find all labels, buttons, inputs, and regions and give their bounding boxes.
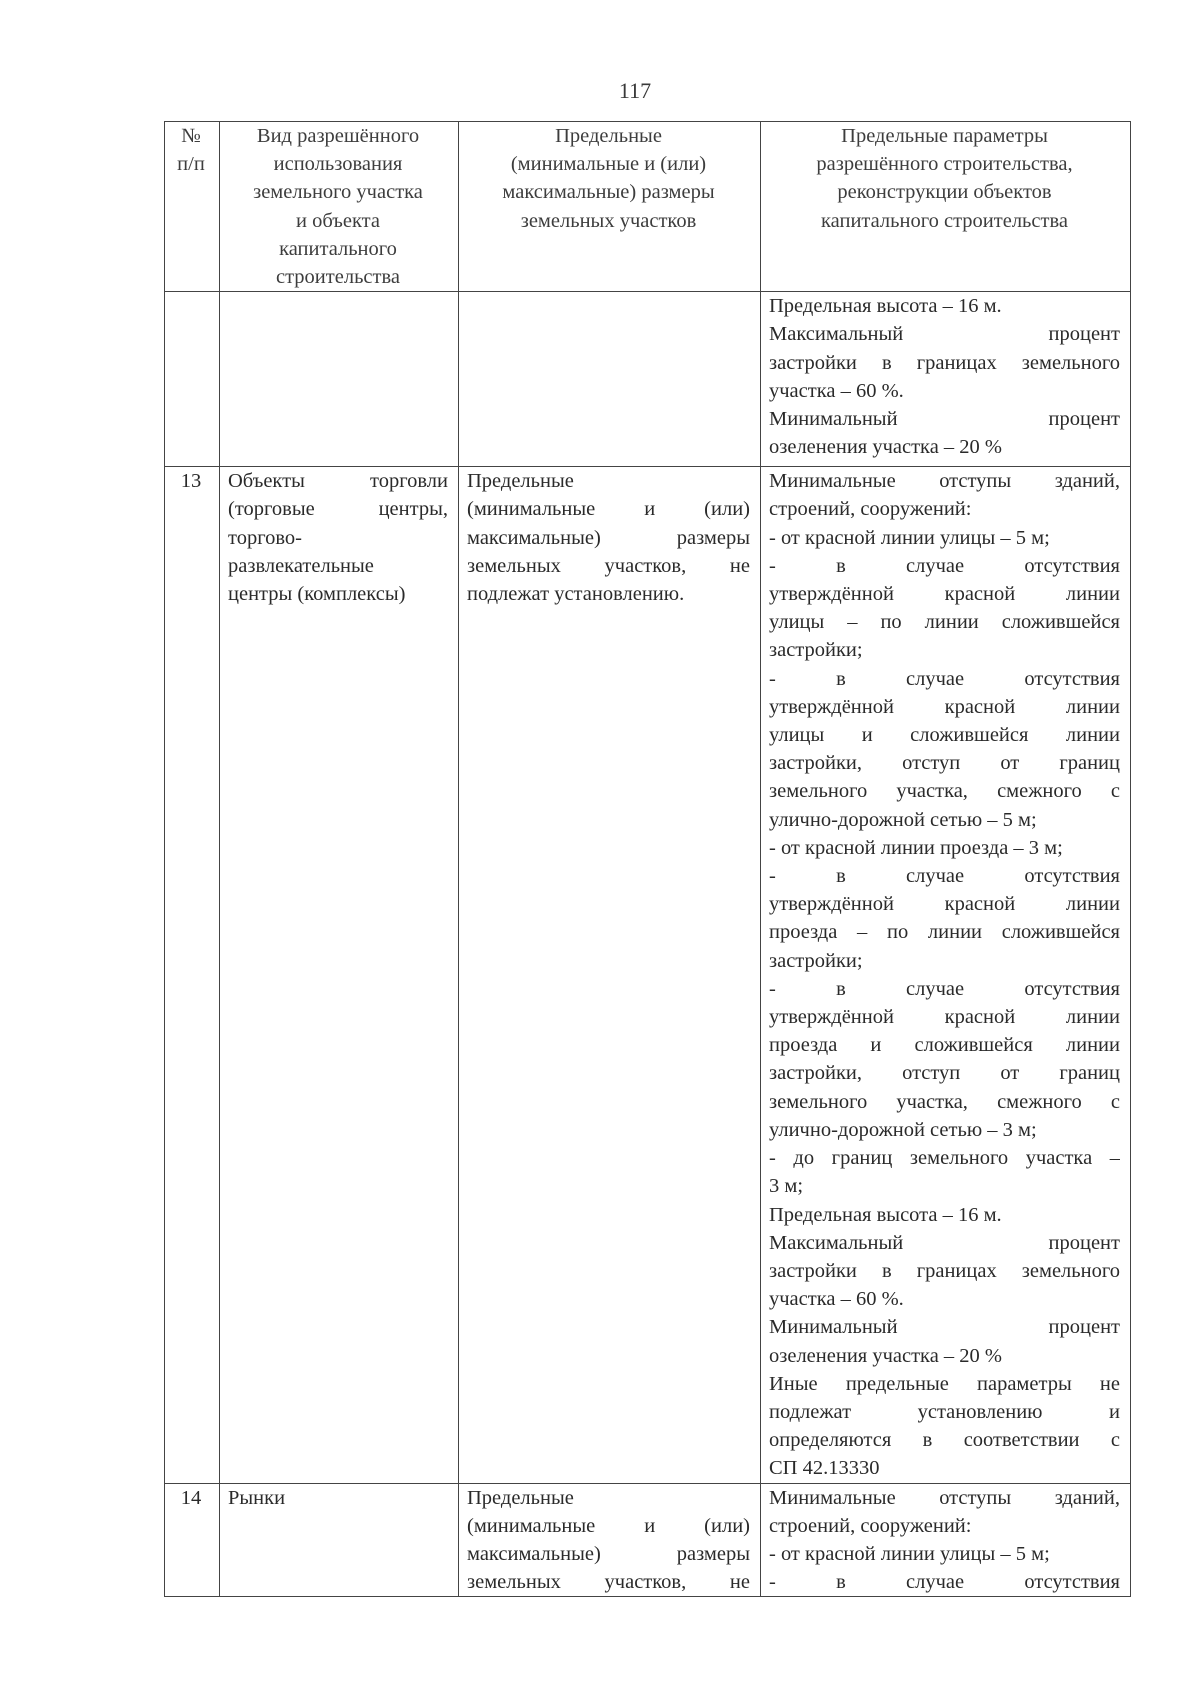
row-number-cell <box>165 292 220 467</box>
header-line: разрешённого строительства, <box>816 153 1073 176</box>
cell-text-line: Предельная высота – 16 м. <box>769 295 1002 318</box>
cell-text-line: определяются в соответствии с <box>769 1429 1120 1452</box>
cell-text-line: - в случае отсутствия <box>769 1571 1120 1594</box>
header-line: и объекта <box>296 209 380 232</box>
table-row <box>165 467 1131 1483</box>
header-line: Вид разрешённого <box>256 125 420 147</box>
cell-text-line: Минимальные отступы зданий, <box>769 1486 1120 1509</box>
cell-text-line: проезда – по линии сложившейся <box>769 921 1120 944</box>
cell-text-line: Минимальный процент <box>769 1316 1120 1339</box>
header-line: Предельные <box>555 125 662 147</box>
cell-text-line: (минимальные и (или) <box>467 498 750 521</box>
cell-text-line: утверждённой красной линии <box>769 695 1120 718</box>
table-row <box>165 292 1131 467</box>
use-type-cell <box>220 467 459 1483</box>
cell-text-line: земельных участков, не <box>467 554 750 577</box>
header-line: земельных участков <box>520 209 697 232</box>
header-use-type <box>220 122 459 292</box>
cell-text-line: (торговые центры, <box>228 498 448 521</box>
cell-text-line: улично-дорожной сетью – 5 м; <box>769 808 1037 831</box>
header-line: (минимальные и (или) <box>510 153 707 176</box>
cell-text-line: 3 м; <box>769 1175 804 1198</box>
cell-text-line: торгово- <box>228 526 302 549</box>
cell-text-line: строений, сооружений: <box>769 1514 972 1537</box>
cell-text-line: Объекты торговли <box>228 470 448 493</box>
cell-text-line: Предельная высота – 16 м. <box>769 1203 1002 1226</box>
construction-params-cell <box>761 467 1131 1483</box>
cell-text-line: застройки, отступ от границ <box>769 1062 1120 1085</box>
cell-text-line: - от красной линии улицы – 5 м; <box>769 1542 1050 1565</box>
cell-text-line: застройки; <box>769 949 863 972</box>
cell-text-line: - в случае отсутствия <box>769 865 1120 888</box>
cell-text-line: подлежат установлению. <box>467 583 685 606</box>
cell-text-line: земельного участка, смежного с <box>769 1090 1120 1113</box>
cell-text-line: Максимальный процент <box>769 323 1120 346</box>
cell-text-line: Минимальные отступы зданий, <box>769 470 1120 493</box>
cell-text-line: улицы и сложившейся линии <box>769 724 1120 747</box>
header-line: реконструкции объектов <box>837 181 1052 204</box>
table-header-row <box>165 122 1131 292</box>
header-line: использования <box>273 153 403 176</box>
cell-text-line: утверждённой красной линии <box>769 583 1120 606</box>
page-number: 117 <box>618 78 652 103</box>
use-type-cell <box>220 292 459 467</box>
cell-text-line: максимальные) размеры <box>467 526 750 549</box>
header-line: капитального <box>279 237 397 260</box>
cell-text-line: утверждённой красной линии <box>769 893 1120 916</box>
header-number <box>165 122 220 292</box>
cell-text-line: Предельные <box>467 470 574 493</box>
cell-text-line: улично-дорожной сетью – 3 м; <box>769 1118 1037 1141</box>
header-line: Предельные параметры <box>841 125 1048 147</box>
cell-text-line: озеленения участка – 20 % <box>769 1344 1003 1367</box>
cell-text-line: проезда и сложившейся линии <box>769 1034 1120 1057</box>
plot-sizes-cell <box>459 1483 761 1597</box>
cell-text-line: - от красной линии проезда – 3 м; <box>769 836 1063 859</box>
header-line: № <box>181 125 201 147</box>
cell-text-line: Рынки <box>228 1486 286 1509</box>
header-line: максимальные) размеры <box>502 181 715 204</box>
cell-text-line: застройки, отступ от границ <box>769 752 1120 775</box>
cell-text-line: - в случае отсутствия <box>769 977 1120 1000</box>
regulations-table <box>164 121 1131 1597</box>
cell-text-line: участка – 60 %. <box>769 379 904 402</box>
cell-text-line: Минимальный процент <box>769 408 1120 431</box>
row-number-cell: 14 <box>165 1483 220 1597</box>
cell-text-line: - от красной линии улицы – 5 м; <box>769 526 1050 549</box>
construction-params-cell <box>761 1483 1131 1597</box>
cell-text-line: улицы – по линии сложившейся <box>769 611 1120 634</box>
header-line: строительства <box>276 266 400 289</box>
header-line: п/п <box>177 153 205 176</box>
header-line: капитального строительства <box>821 209 1068 232</box>
cell-text-line: центры (комплексы) <box>228 583 406 606</box>
cell-text-line: Максимальный процент <box>769 1231 1120 1254</box>
header-line: земельного участка <box>253 181 423 204</box>
table-row <box>165 1483 1131 1597</box>
cell-text-line: застройки в границах земельного <box>769 351 1120 374</box>
cell-text-line: Иные предельные параметры не <box>769 1372 1120 1395</box>
cell-text-line: застройки; <box>769 639 863 662</box>
cell-text-line: утверждённой красной линии <box>769 1006 1120 1029</box>
cell-text-line: земельных участков, не <box>467 1571 750 1594</box>
plot-sizes-cell <box>459 292 761 467</box>
cell-text-line: Предельные <box>467 1486 574 1509</box>
construction-params-cell <box>761 292 1131 467</box>
cell-text-line: развлекательные <box>228 554 374 577</box>
cell-text-line: строений, сооружений: <box>769 498 972 521</box>
cell-text-line: земельного участка, смежного с <box>769 780 1120 803</box>
cell-text-line: - до границ земельного участка – <box>769 1147 1120 1170</box>
use-type-cell <box>220 1483 459 1597</box>
header-plot-sizes <box>459 122 761 292</box>
cell-text-line: озеленения участка – 20 % <box>769 436 1003 459</box>
cell-text-line: (минимальные и (или) <box>467 1514 750 1537</box>
header-construction-params <box>761 122 1131 292</box>
cell-text-line: максимальные) размеры <box>467 1542 750 1565</box>
cell-text-line: СП 42.13330 <box>769 1457 880 1480</box>
cell-text-line: застройки в границах земельного <box>769 1259 1120 1282</box>
cell-text-line: - в случае отсутствия <box>769 667 1120 690</box>
cell-text-line: участка – 60 %. <box>769 1288 904 1311</box>
cell-text-line: подлежат установлению и <box>769 1400 1120 1423</box>
plot-sizes-cell <box>459 467 761 1483</box>
cell-text-line: - в случае отсутствия <box>769 554 1120 577</box>
row-number-cell: 13 <box>165 467 220 1483</box>
